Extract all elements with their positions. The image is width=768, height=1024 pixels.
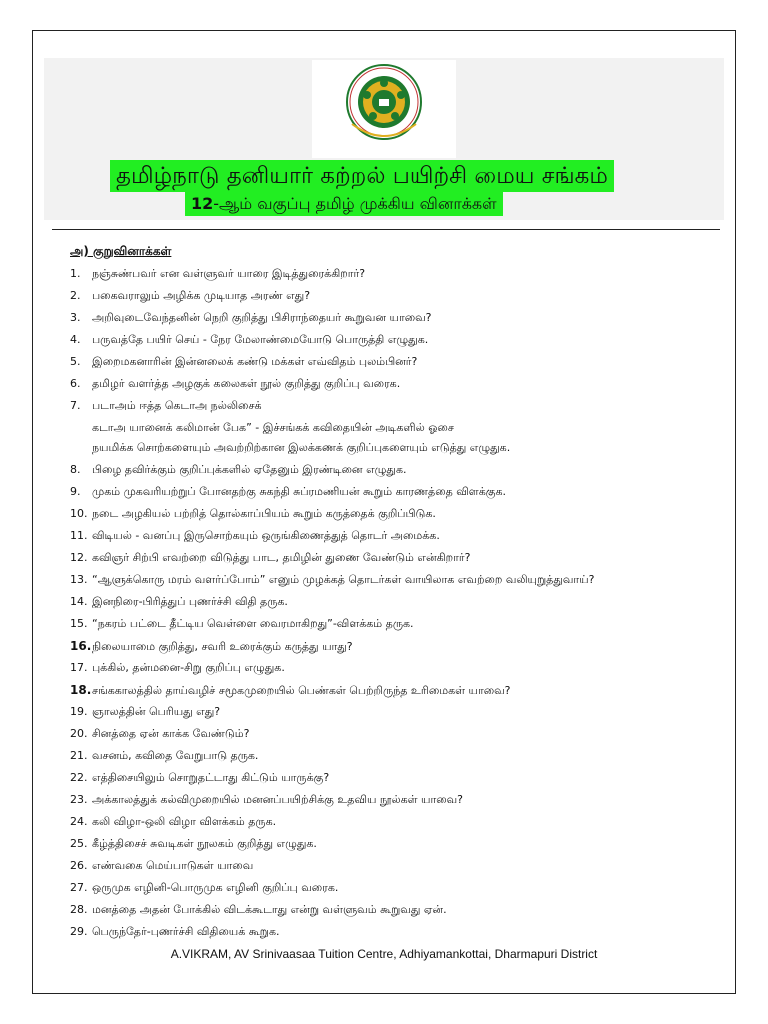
question-item — [70, 925, 279, 939]
question-number: 25. — [70, 837, 88, 850]
question-item — [70, 377, 400, 391]
question-number: 11. — [70, 529, 88, 542]
question-text: அறிவுடைவேந்தனின் நெறி குறித்து பிசிராந்தையர் கூறுவன யாவை? — [92, 311, 432, 324]
page-footer: A.VIKRAM, AV Srinivaasaa Tuition Centre, Adhiyamankottai, Dharmapuri District — [170, 947, 598, 961]
class-number: 12 — [191, 194, 214, 213]
question-item — [70, 463, 406, 477]
question-item — [70, 507, 436, 521]
question-item — [70, 529, 440, 543]
question-number: 27. — [70, 881, 88, 894]
question-number: 20. — [70, 727, 88, 740]
question-item — [70, 815, 276, 829]
question-item — [70, 355, 417, 369]
question-item — [70, 289, 310, 303]
question-number: 3. — [70, 311, 81, 324]
question-number: 15. — [70, 617, 88, 630]
question-number: 1. — [70, 267, 81, 280]
question-text: முகம் முகவரியற்றுப் போனதற்கு சுகந்தி சுப்ரமணியன் கூறும் காரணத்தை விளக்குக. — [92, 485, 506, 498]
question-text: எண்வகை மெய்பாடுகள் யாவை — [92, 859, 254, 872]
question-number: 4. — [70, 333, 81, 346]
question-item — [70, 311, 431, 325]
question-item — [70, 881, 338, 895]
question-text: கவிஞர் சிற்பி எவற்றை விடுத்து பாட, தமிழின் துணை வேண்டும் என்கிறார்? — [92, 551, 471, 564]
page-subtitle — [185, 192, 503, 216]
question-item — [70, 617, 414, 631]
question-number: 17. — [70, 661, 88, 674]
question-text: “நகரம் பட்டை தீட்டிய வெள்ளை வைரமாகிறது”-விளக்கம் தருக. — [92, 617, 414, 630]
question-item — [70, 683, 511, 698]
association-emblem-icon — [344, 62, 424, 154]
question-item — [70, 771, 329, 785]
subtitle-text: -ஆம் வகுப்பு தமிழ் முக்கிய வினாக்கள் — [213, 194, 497, 213]
page-title: தமிழ்நாடு தனியார் கற்றல் பயிற்சி மைய சங்கம் — [110, 160, 614, 192]
question-item — [70, 793, 463, 807]
question-item — [70, 399, 262, 413]
question-number: 6. — [70, 377, 81, 390]
question-text: படாஅம் ஈத்த கெடாஅ நல்லிசைக் — [92, 399, 262, 412]
question-item — [70, 705, 220, 719]
question-text: நடை அழகியல் பற்றித் தொல்காப்பியம் கூறும் கருத்தைக் குறிப்பிடுக. — [92, 507, 436, 520]
question-number: 2. — [70, 289, 81, 302]
question-number: 14. — [70, 595, 88, 608]
question-text: சங்ககாலத்தில் தாய்வழிச் சமூகமுறையில் பெண்கள் பெற்றிருந்த உரிமைகள் யாவை? — [92, 684, 511, 697]
question-number: 18. — [70, 683, 92, 697]
question-number: 10. — [70, 507, 88, 520]
question-text: மனத்தை அதன் போக்கில் விடக்கூடாது என்று வள்ளுவம் கூறுவது ஏன். — [92, 903, 447, 916]
question-number: 19. — [70, 705, 88, 718]
question-text: விடியல் - வனப்பு இருசொற்கயும் ஒருங்கிணைத்துத் தொடர் அமைக்க. — [92, 529, 440, 542]
question-item — [70, 639, 353, 654]
question-item — [70, 573, 594, 587]
question-item — [70, 903, 447, 917]
question-number: 7. — [70, 399, 81, 412]
question-text: “ஆளுக்கொரு மரம் வளர்ப்போம்” எனும் முழக்கத் தொடர்கள் வாயிலாக எவற்றை வலியுறுத்துவாய்? — [92, 573, 595, 586]
question-text: இறைமகனாரின் இன்னலைக் கண்டு மக்கள் எவ்விதம் புலம்பினர்? — [92, 355, 418, 368]
question-continuation: கடாஅ யானைக் கலிமான் பேக” - இச்சங்கக் கவிதையின் அடிகளில் ஓசை — [92, 421, 454, 434]
question-continuation: நயமிக்க சொற்களையும் அவற்றிற்கான இலக்கணக் குறிப்புகளையும் எடுத்து எழுதுக. — [92, 441, 511, 454]
question-text: அக்காலத்துக் கல்விமுறையில் மனனப்பயிற்சிக்கு உதவிய நூல்கள் யாவை? — [92, 793, 463, 806]
question-text: நிலையாமை குறித்து, சவரி உரைக்கும் கருத்து யாது? — [92, 640, 353, 653]
header-divider — [52, 229, 720, 230]
question-item — [70, 485, 506, 499]
question-number: 13. — [70, 573, 88, 586]
question-text: ஞாலத்தின் பெரியது எது? — [92, 705, 221, 718]
question-text: பெருந்தேர்-புணர்ச்சி விதியைக் கூறுக. — [92, 925, 280, 938]
question-item — [70, 551, 470, 565]
question-number: 26. — [70, 859, 88, 872]
question-text: இனநிரை-பிரித்துப் புணர்ச்சி விதி தருக. — [92, 595, 288, 608]
question-number: 22. — [70, 771, 88, 784]
question-number: 29. — [70, 925, 88, 938]
question-number: 8. — [70, 463, 81, 476]
question-number: 16. — [70, 639, 92, 653]
question-text: கலி விழா-ஒலி விழா விளக்கம் தருக. — [92, 815, 277, 828]
question-item — [70, 333, 428, 347]
section-heading: அ) குறுவினாக்கள் — [70, 244, 172, 258]
question-text: பருவத்தே பயிர் செய் - நேர மேலாண்மையோடு பொருத்தி எழுதுக. — [92, 333, 429, 346]
question-text: கீழ்த்திசைச் சுவடிகள் நூலகம் குறித்து எழுதுக. — [92, 837, 317, 850]
question-number: 24. — [70, 815, 88, 828]
question-text: பிழை தவிர்க்கும் குறிப்புக்களில் ஏதேனும் இரண்டினை எழுதுக. — [92, 463, 407, 476]
question-item — [70, 595, 288, 609]
question-number: 5. — [70, 355, 81, 368]
question-item — [70, 727, 249, 741]
question-text: நஞ்சுண்பவர் என வள்ளுவர் யாரை இடித்துரைக்கிறார்? — [92, 267, 366, 280]
question-item — [70, 837, 317, 851]
question-text: சினத்தை ஏன் காக்க வேண்டும்? — [92, 727, 250, 740]
question-item — [70, 661, 285, 675]
question-item — [70, 749, 258, 763]
question-text: ஒருமுக எழினி-பொருமுக எழினி குறிப்பு வரைக. — [92, 881, 339, 894]
question-number: 28. — [70, 903, 88, 916]
question-number: 12. — [70, 551, 88, 564]
question-number: 9. — [70, 485, 81, 498]
question-text: புக்கில், தன்மனை-சிறு குறிப்பு எழுதுக. — [92, 661, 285, 674]
question-text: எத்திசையிலும் சொறுதட்டாது கிட்டும் யாருக்கு? — [92, 771, 330, 784]
question-item — [70, 859, 253, 873]
question-text: பகைவராலும் அழிக்க முடியாத அரண் எது? — [92, 289, 311, 302]
question-text: வசனம், கவிதை வேறுபாடு தருக. — [92, 749, 259, 762]
question-number: 21. — [70, 749, 88, 762]
question-item — [70, 267, 365, 281]
question-text: தமிழர் வளர்த்த அழகுக் கலைகள் நூல் குறித்து குறிப்பு வரைக. — [92, 377, 401, 390]
question-number: 23. — [70, 793, 88, 806]
